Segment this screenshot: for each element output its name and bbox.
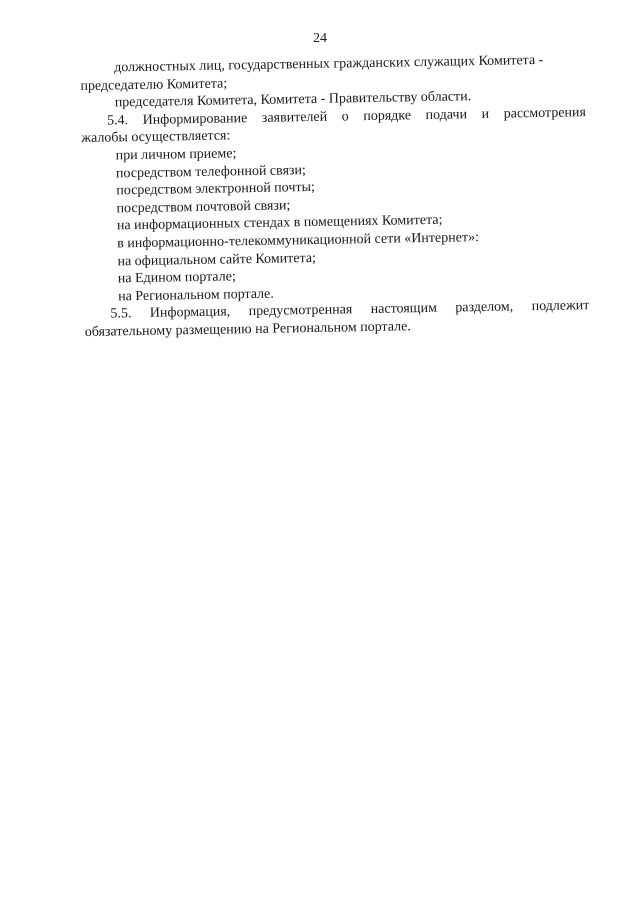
word: Информация, bbox=[149, 304, 231, 322]
text-line-5: жалобы осуществляется: bbox=[81, 128, 231, 147]
list-item-internet: в информационно-телекоммуникационной сети «Интернет»: bbox=[117, 230, 480, 252]
list-item-email: посредством электронной почты; bbox=[116, 180, 315, 199]
word: рассмотрения bbox=[503, 104, 587, 122]
list-item-regional-portal: на Региональном портале. bbox=[118, 286, 274, 305]
page-number: 24 bbox=[313, 31, 327, 46]
word: порядке bbox=[363, 108, 412, 124]
word: настоящим bbox=[370, 301, 438, 318]
word: 5.5. bbox=[110, 306, 132, 322]
word: предусмотренная bbox=[248, 302, 353, 320]
text-line-1: должностных лиц, государственных гражданских служащих Комитета - bbox=[114, 52, 544, 76]
list-item-info-stands: на информационных стендах в помещениях Комитета; bbox=[116, 213, 443, 234]
word: разделом, bbox=[455, 299, 514, 316]
word: 5.4. bbox=[106, 112, 129, 129]
word: Информирование bbox=[142, 110, 248, 128]
text-line-16: обязательному размещению на Региональном портале. bbox=[84, 319, 411, 340]
text-line-2: председателю Комитета; bbox=[80, 76, 228, 94]
word: о bbox=[341, 109, 349, 125]
list-item-phone: посредством телефонной связи; bbox=[115, 162, 306, 181]
list-item-unified-portal: на Едином портале; bbox=[117, 269, 236, 287]
word: подлежит bbox=[531, 298, 590, 315]
word: и bbox=[481, 106, 490, 122]
word: подачи bbox=[425, 107, 468, 123]
list-item-post: посредством почтовой связи; bbox=[116, 198, 291, 217]
list-item-official-site: на официальном сайте Комитета; bbox=[117, 250, 317, 269]
document-body bbox=[80, 51, 590, 341]
text-line-3: председателя Комитета, Комитета - Правительству области. bbox=[114, 89, 472, 111]
word: заявителей bbox=[261, 109, 328, 126]
list-item-personal-reception: при личном приеме; bbox=[115, 146, 237, 164]
